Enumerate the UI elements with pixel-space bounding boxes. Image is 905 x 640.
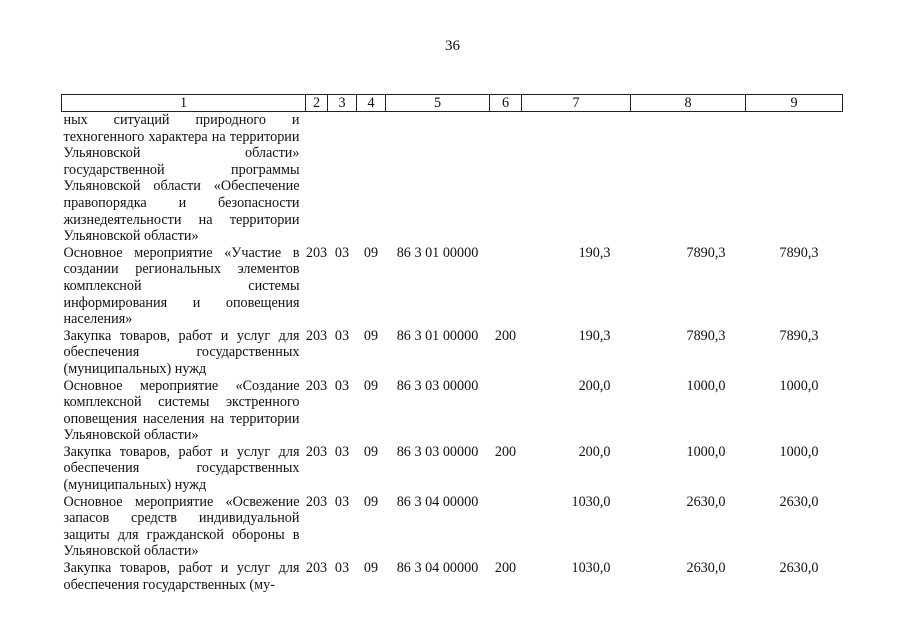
row-c9: 2630,0 xyxy=(779,493,819,510)
row-c6: 200 xyxy=(494,327,517,344)
table-row xyxy=(62,378,843,444)
row-c8: 7890,3 xyxy=(686,244,726,261)
col-header-6: 6 xyxy=(490,95,522,112)
row-c6 xyxy=(490,494,522,560)
row-c6 xyxy=(490,245,522,328)
row-c7: 1030,0 xyxy=(571,560,611,577)
table-row xyxy=(62,112,843,245)
row-c8: 2630,0 xyxy=(686,493,726,510)
row-c3: 03 xyxy=(334,493,350,510)
table-row xyxy=(62,245,843,328)
row-c3: 03 xyxy=(334,377,350,394)
row-name: Закупка товаров, работ и услуг для обеспечения государственных (муниципальных) нужд xyxy=(63,327,300,377)
row-c9: 1000,0 xyxy=(779,443,819,460)
table-row xyxy=(62,328,843,378)
row-name: Основное мероприятие «Создание комплексной системы экстренного оповещения населения на территории Ульяновской области» xyxy=(63,377,300,444)
row-c5: 86 3 03 00000 xyxy=(396,443,479,460)
row-c3: 03 xyxy=(334,443,350,460)
table-row xyxy=(62,444,843,494)
table-row xyxy=(62,494,843,560)
row-c5: 86 3 01 00000 xyxy=(396,327,479,344)
row-c6: 200 xyxy=(494,560,517,577)
row-c5: 86 3 03 00000 xyxy=(396,377,479,394)
row-name: Основное мероприятие «Участие в создании региональных элементов комплексной системы информирования и оповещения населения» xyxy=(63,244,300,328)
row-c7: 190,3 xyxy=(578,244,611,261)
row-c4: 09 xyxy=(363,377,379,394)
row-c2: 203 xyxy=(305,327,328,344)
row-c3: 03 xyxy=(334,244,350,261)
row-c5: 86 3 04 00000 xyxy=(396,493,479,510)
page-number: 36 xyxy=(445,38,460,54)
row-c9: 1000,0 xyxy=(779,377,819,394)
table-row xyxy=(62,560,843,593)
row-c2: 203 xyxy=(305,377,328,394)
row-c3: 03 xyxy=(334,560,350,577)
row-c4: 09 xyxy=(363,327,379,344)
row-c8: 1000,0 xyxy=(686,377,726,394)
row-c6 xyxy=(490,378,522,444)
row-c8 xyxy=(631,112,746,245)
row-name: ных ситуаций природного и техногенного характера на территории Ульяновской области» государственной программы Ульяновской области «Обеспечение правопорядка и безопасности жизнедеятельности на территории Ульяновской области» xyxy=(63,112,300,245)
row-c4 xyxy=(357,112,386,245)
row-c9: 2630,0 xyxy=(779,560,819,577)
col-header-1: 1 xyxy=(62,95,306,112)
col-header-4: 4 xyxy=(357,95,386,112)
row-c6: 200 xyxy=(494,443,517,460)
row-c2: 203 xyxy=(305,560,328,577)
col-header-8: 8 xyxy=(631,95,746,112)
row-c7: 200,0 xyxy=(578,443,611,460)
row-c8: 1000,0 xyxy=(686,443,726,460)
row-c3 xyxy=(328,112,357,245)
row-c9: 7890,3 xyxy=(779,327,819,344)
row-name: Закупка товаров, работ и услуг для обеспечения государственных (му- xyxy=(63,560,300,593)
budget-table xyxy=(61,94,843,593)
row-c4: 09 xyxy=(363,244,379,261)
header-row xyxy=(62,95,843,112)
row-c4: 09 xyxy=(363,443,379,460)
row-c9 xyxy=(746,112,843,245)
row-c2: 203 xyxy=(305,244,328,261)
row-c6 xyxy=(490,112,522,245)
row-c5 xyxy=(386,112,490,245)
col-header-5: 5 xyxy=(386,95,490,112)
row-c7: 190,3 xyxy=(578,327,611,344)
row-c7: 200,0 xyxy=(578,377,611,394)
col-header-9: 9 xyxy=(746,95,843,112)
row-c9: 7890,3 xyxy=(779,244,819,261)
row-c7 xyxy=(522,112,631,245)
row-c2 xyxy=(306,112,328,245)
row-name: Основное мероприятие «Освежение запасов средств индивидуальной защиты для гражданской обороны в Ульяновской области» xyxy=(63,493,300,560)
row-c2: 203 xyxy=(305,493,328,510)
col-header-7: 7 xyxy=(522,95,631,112)
row-c3: 03 xyxy=(334,327,350,344)
row-c5: 86 3 01 00000 xyxy=(396,244,479,261)
row-c8: 7890,3 xyxy=(686,327,726,344)
row-c2: 203 xyxy=(305,443,328,460)
col-header-3: 3 xyxy=(328,95,357,112)
col-header-2: 2 xyxy=(306,95,328,112)
row-name: Закупка товаров, работ и услуг для обеспечения государственных (муниципальных) нужд xyxy=(63,443,300,494)
row-c4: 09 xyxy=(363,493,379,510)
row-c7: 1030,0 xyxy=(571,493,611,510)
row-c5: 86 3 04 00000 xyxy=(396,560,479,577)
row-c4: 09 xyxy=(363,560,379,577)
row-c8: 2630,0 xyxy=(686,560,726,577)
